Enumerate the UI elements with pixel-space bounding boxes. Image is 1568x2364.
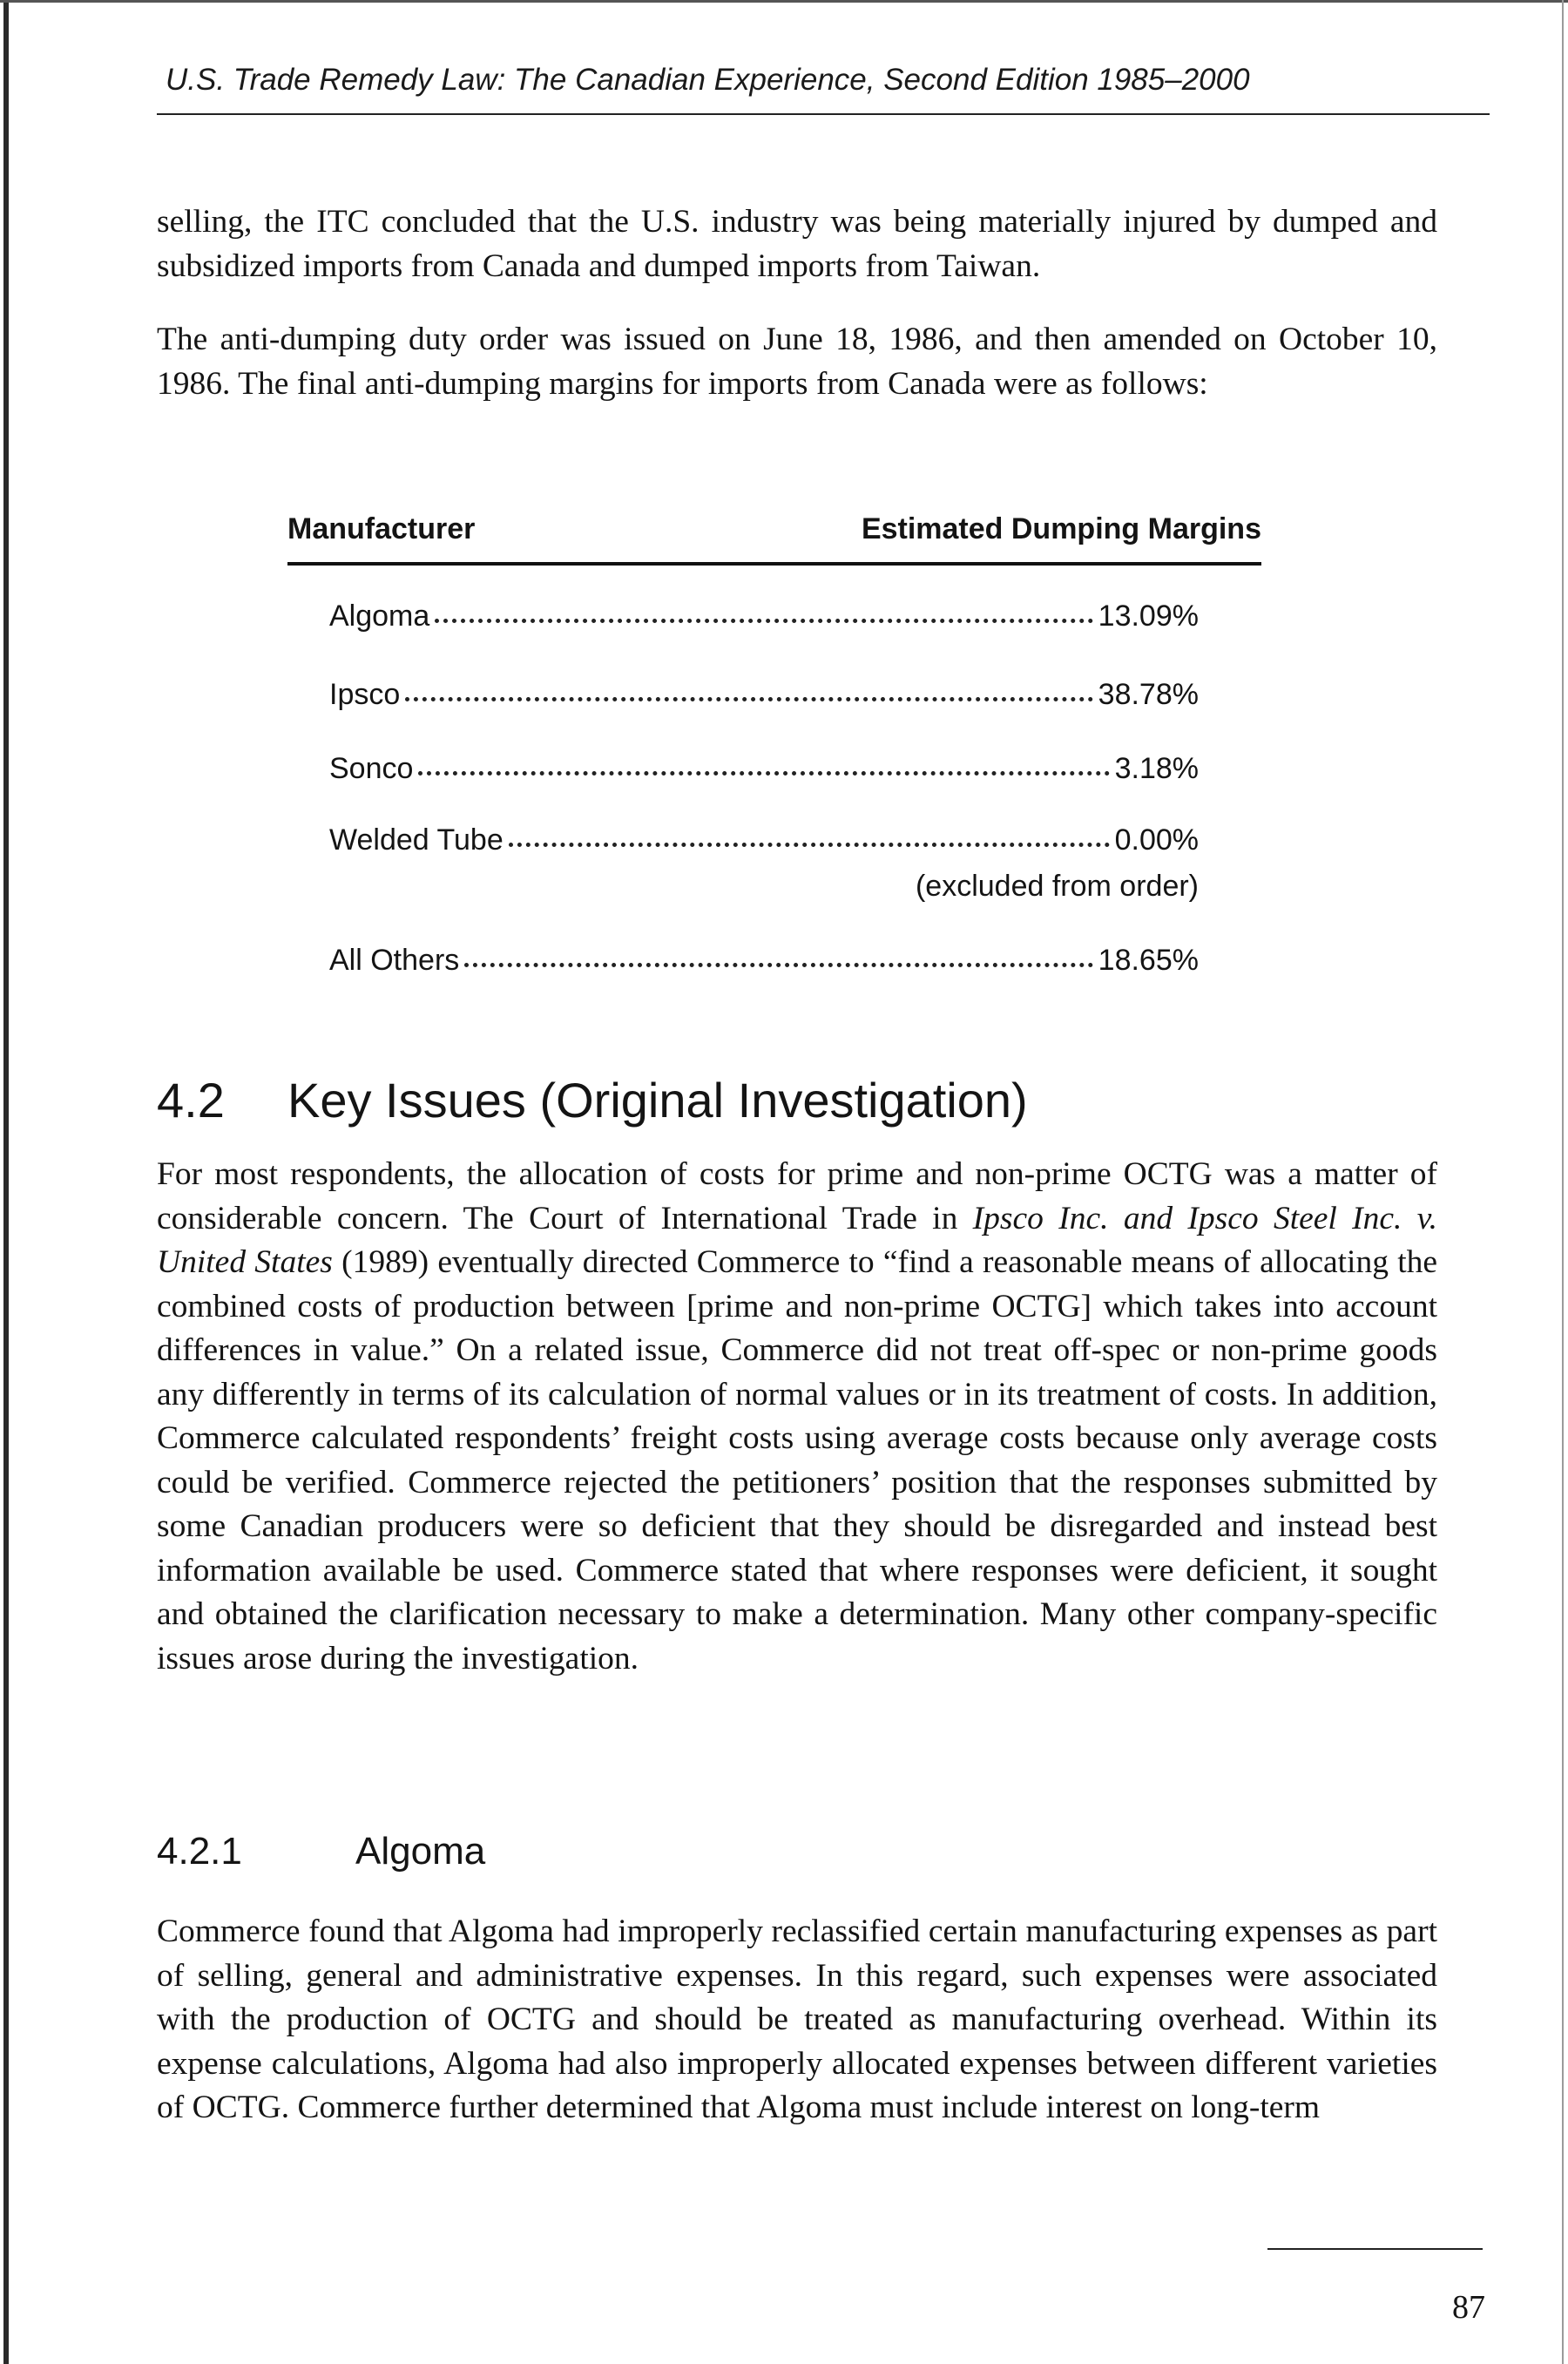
key-issues-text-rest: (1989) eventually directed Commerce to “find a reasonable means of allocating the combined costs of production between [prime and non-prime OCTG] which takes into account differences in value.” On a related issue, Commerce did not treat off-spec or non-prime goods any differently in terms of its calculation of normal values or in its treatment of costs. In addition, Commerce calculated respondents’ freight costs using average costs because only average costs could be verified. Commerce rejected the petitioners’ position that the responses submitted by some Canadian producers were so deficient that they should be disregarded and instead best information available be used. Commerce stated that where responses were deficient, it sought and obtained the clarification necessary to make a determination. Many other company-specific issues arose during the investigation. <box>157 1244 1438 1676</box>
key-issues-text-start: For most respondents, the allocation of costs for prime and non-prime OCTG was a matter of considerable concern. The Court of International Trade in <box>157 1156 1437 1236</box>
section-number: 4.2 <box>157 1073 225 1128</box>
paragraph-algoma: Commerce found that Algoma had improperly reclassified certain manufacturing expenses as part of selling, general and administrative expenses. In this regard, such expenses were associated with the production of OCTG and should be treated as manufacturing overhead. Within its expense calculations, Algoma had also improperly allocated expenses between different varieties of OCTG. Commerce further determined that Algoma must include interest on long-term <box>157 1914 1437 2125</box>
paragraph-selling: selling, the ITC concluded that the U.S. industry was being materially injured by dumped and subsidized imports from Canada and dumped imports from Taiwan. <box>157 204 1437 284</box>
margin-row-sonco <box>329 752 1199 796</box>
subsection-heading <box>157 1830 485 1873</box>
manufacturer-name: Sonco <box>329 752 414 785</box>
paragraph-order-issued: The anti-dumping duty order was issued on June 18, 1986, and then amended on October 10, 1986. The final anti-dumping margins for imports from Canada were as follows: <box>157 322 1437 402</box>
margin-row-all-others <box>329 944 1199 987</box>
welded-tube-note: (excluded from order) <box>915 870 1199 903</box>
scan-binding-edge <box>3 0 9 2364</box>
footer-rule <box>1267 2248 1483 2250</box>
margin-row-ipsco <box>329 678 1199 721</box>
dot-leader <box>418 770 1109 776</box>
table-header-margins: Estimated Dumping Margins <box>861 512 1261 545</box>
margin-row-algoma <box>329 599 1199 643</box>
subsection-title-text: Algoma <box>355 1830 486 1873</box>
dot-leader <box>435 618 1092 623</box>
section-heading <box>157 1072 1028 1128</box>
dot-leader <box>405 696 1092 701</box>
manufacturer-name: Algoma <box>329 599 430 633</box>
dot-leader <box>509 842 1110 847</box>
manufacturer-name: Ipsco <box>329 678 401 711</box>
margin-row-welded-tube <box>329 823 1199 867</box>
scan-top-edge <box>0 0 1568 3</box>
dot-leader <box>464 962 1092 967</box>
table-header-rule <box>287 562 1261 566</box>
margin-value: 3.18% <box>1114 752 1199 785</box>
running-header: U.S. Trade Remedy Law: The Canadian Experience, Second Edition 1985–2000 <box>166 63 1250 97</box>
case-citation: Ipsco Inc. and Ipsco Steel Inc. v. United States <box>157 1200 1437 1280</box>
subsection-number: 4.2.1 <box>157 1830 242 1873</box>
manufacturer-name: Welded Tube <box>329 823 504 857</box>
header-rule <box>157 113 1490 115</box>
scan-right-edge <box>1562 0 1564 2364</box>
margin-value: 38.78% <box>1098 678 1199 711</box>
margin-value: 18.65% <box>1098 944 1199 977</box>
section-title-text: Key Issues (Original Investigation) <box>287 1073 1028 1128</box>
paragraph-key-issues <box>157 1153 1437 1681</box>
manufacturer-name: All Others <box>329 944 460 977</box>
margin-value: 0.00% <box>1114 823 1199 857</box>
table-header-manufacturer: Manufacturer <box>287 512 476 545</box>
page-number: 87 <box>1452 2289 1485 2326</box>
margin-value: 13.09% <box>1098 599 1199 633</box>
